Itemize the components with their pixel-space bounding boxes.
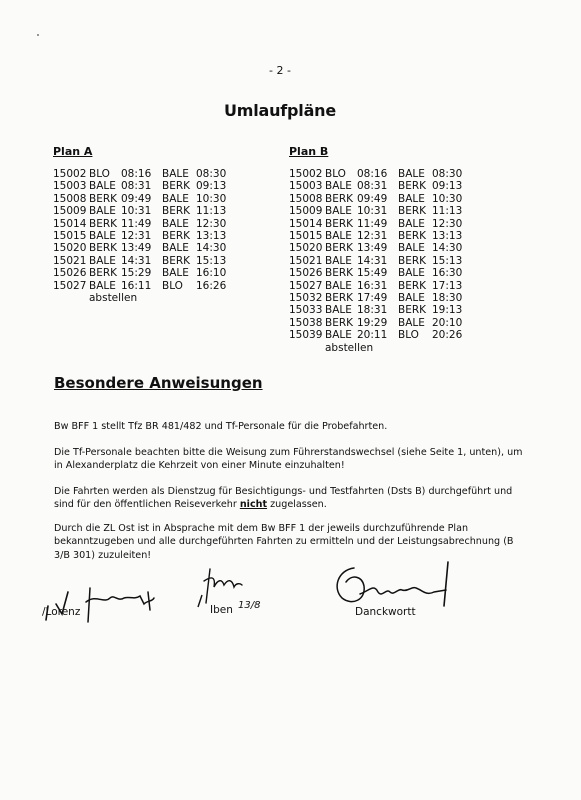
table-row [289,242,468,254]
from-station: BERK [89,217,118,230]
from-station: BERK [325,192,354,205]
departure-time: 08:31 [357,180,388,193]
from-station: BLO [325,168,346,180]
table-row [53,255,232,267]
to-station: BALE [398,242,425,255]
from-station: BERK [325,242,354,255]
departure-time: 14:31 [357,254,388,267]
departure-time: 09:49 [357,192,388,205]
departure-time: 16:11 [121,279,152,292]
to-station: BERK [398,304,427,317]
from-station: BERK [325,217,354,230]
train-number: 15009 [289,205,323,218]
train-number: 15015 [53,230,87,243]
section-heading: Besondere Anweisungen [54,374,263,392]
table-row [289,317,468,329]
plan-a-table [53,168,232,304]
train-number: 15009 [53,205,87,218]
from-station: BALE [325,279,352,292]
train-number: 15027 [53,279,87,292]
from-station: BALE [89,205,116,218]
to-station: BALE [398,292,425,305]
to-station: BLO [162,279,183,292]
scan-speck [37,34,39,36]
from-station: BALE [325,230,352,243]
departure-time: 10:31 [357,205,388,218]
departure-time: 15:29 [121,267,152,280]
to-station: BERK [162,205,191,218]
table-row [289,205,468,217]
to-station: BALE [162,242,189,255]
to-station: BALE [398,316,425,329]
train-number: 15033 [289,304,323,317]
from-station: BERK [325,267,354,280]
paragraph-2: Die Tf-Personale beachten bitte die Weisung zum Führerstandswechsel (siehe Seite 1, unten), um in Alexanderplatz die Kehrzeit von einer Minute einzuhalten! [54,447,523,472]
arrival-time: 16:26 [196,279,227,292]
train-number: 15014 [53,217,87,230]
arrival-time: 10:30 [432,192,463,205]
arrival-time: 13:13 [432,230,463,243]
train-number: 15003 [289,180,323,193]
table-row [53,193,232,205]
from-station: BERK [325,292,354,305]
arrival-time: 11:13 [432,205,463,218]
plan-a-label: Plan A [53,145,93,158]
from-station: BERK [325,316,354,329]
plan-b-table [289,168,468,354]
arrival-time: 09:13 [432,180,463,193]
departure-time: 12:31 [357,230,388,243]
paragraph-4: Durch die ZL Ost ist in Absprache mit dem Bw BFF 1 der jeweils durchzuführende Plan bekanntzugeben und alle durchgeführten Fahrten zu ermitteln und der Leistungsabrechnung (B 3/B 301) zuzuleiten! [54,523,514,561]
from-station: BERK [89,242,118,255]
from-station: BALE [89,279,116,292]
table-row [289,329,468,341]
departure-time: 11:49 [357,217,388,230]
departure-time: 13:49 [121,242,152,255]
from-station: BERK [89,192,118,205]
arrival-time: 13:13 [196,230,227,243]
from-station: BALE [89,230,116,243]
arrival-time: 10:30 [196,192,227,205]
to-station: BERK [162,254,191,267]
departure-time: 16:31 [357,279,388,292]
arrival-time: 15:13 [432,254,463,267]
to-station: BALE [162,267,189,280]
arrival-time: 16:10 [196,267,227,280]
arrival-time: 14:30 [432,242,463,255]
from-station: BLO [89,168,110,180]
arrival-time: 12:30 [196,217,227,230]
train-number: 15014 [289,217,323,230]
paragraph-3: Die Fahrten werden als Dienstzug für Besichtigungs- und Testfahrten (Dsts B) durchgeführt und sind für den öffentlichen Reiseverkehr nicht zugelassen. [54,486,513,511]
table-footer-note: abstellen [89,292,138,305]
arrival-time: 09:13 [196,180,227,193]
train-number: 15038 [289,316,323,329]
train-number: 15020 [53,242,87,255]
departure-time: 17:49 [357,292,388,305]
from-station: BALE [325,304,352,317]
departure-time: 08:16 [357,168,388,180]
departure-time: 19:29 [357,316,388,329]
train-number: 15008 [53,192,87,205]
train-number: 15002 [53,168,87,180]
departure-time: 18:31 [357,304,388,317]
signature-danckwortt-label: Danckwortt [355,606,416,618]
train-number: 15015 [289,230,323,243]
arrival-time: 15:13 [196,254,227,267]
table-row [53,168,232,180]
to-station: BALE [162,217,189,230]
arrival-time: 17:13 [432,279,463,292]
arrival-time: 11:13 [196,205,227,218]
page-title: Umlaufpläne [223,101,337,120]
from-station: BALE [325,205,352,218]
table-row [289,267,468,279]
departure-time: 10:31 [121,205,152,218]
table-row [53,267,232,279]
to-station: BERK [398,205,427,218]
to-station: BERK [398,254,427,267]
signature-iben-date: 13/8 [238,600,261,611]
to-station: BERK [398,230,427,243]
table-row [289,218,468,230]
train-number: 15020 [289,242,323,255]
signature-lorenz-label: /Lorenz [42,606,81,618]
arrival-time: 08:30 [432,168,463,180]
table-row [53,230,232,242]
train-number: 15039 [289,329,323,342]
to-station: BALE [398,168,425,180]
departure-time: 09:49 [121,192,152,205]
page-number: - 2 - [269,64,291,77]
table-row [53,280,232,292]
from-station: BALE [89,254,116,267]
departure-time: 08:16 [121,168,152,180]
table-row [53,180,232,192]
to-station: BALE [398,217,425,230]
arrival-time: 12:30 [432,217,463,230]
table-row [289,292,468,304]
train-number: 15003 [53,180,87,193]
table-row [289,255,468,267]
from-station: BALE [325,329,352,342]
table-row [289,304,468,316]
from-station: BALE [325,254,352,267]
train-number: 15021 [53,254,87,267]
to-station: BERK [162,230,191,243]
table-row [289,280,468,292]
departure-time: 15:49 [357,267,388,280]
train-number: 15021 [289,254,323,267]
from-station: BERK [89,267,118,280]
from-station: BALE [325,180,352,193]
arrival-time: 16:30 [432,267,463,280]
departure-time: 12:31 [121,230,152,243]
departure-time: 20:11 [357,329,388,342]
train-number: 15026 [289,267,323,280]
to-station: BALE [398,192,425,205]
from-station: BALE [89,180,116,193]
arrival-time: 19:13 [432,304,463,317]
paragraph-1: Bw BFF 1 stellt Tfz BR 481/482 und Tf-Personale für die Probefahrten. [54,421,388,432]
table-row [53,218,232,230]
arrival-time: 18:30 [432,292,463,305]
train-number: 15026 [53,267,87,280]
table-row [289,193,468,205]
departure-time: 13:49 [357,242,388,255]
train-number: 15027 [289,279,323,292]
to-station: BALE [162,168,189,180]
departure-time: 11:49 [121,217,152,230]
table-footer-note: abstellen [325,341,374,354]
arrival-time: 08:30 [196,168,227,180]
train-number: 15002 [289,168,323,180]
train-number: 15032 [289,292,323,305]
signature-iben-label: Iben [210,604,233,616]
to-station: BERK [398,180,427,193]
table-row [289,230,468,242]
to-station: BERK [398,279,427,292]
plan-b-label: Plan B [289,145,329,158]
table-row [53,205,232,217]
departure-time: 14:31 [121,254,152,267]
departure-time: 08:31 [121,180,152,193]
emphasis-nicht: nicht [239,499,268,511]
table-row [289,180,468,192]
to-station: BERK [162,180,191,193]
arrival-time: 20:10 [432,316,463,329]
table-row [53,242,232,254]
to-station: BALE [162,192,189,205]
train-number: 15008 [289,192,323,205]
arrival-time: 20:26 [432,329,463,342]
table-row [289,168,468,180]
to-station: BALE [398,267,425,280]
to-station: BLO [398,329,419,342]
arrival-time: 14:30 [196,242,227,255]
